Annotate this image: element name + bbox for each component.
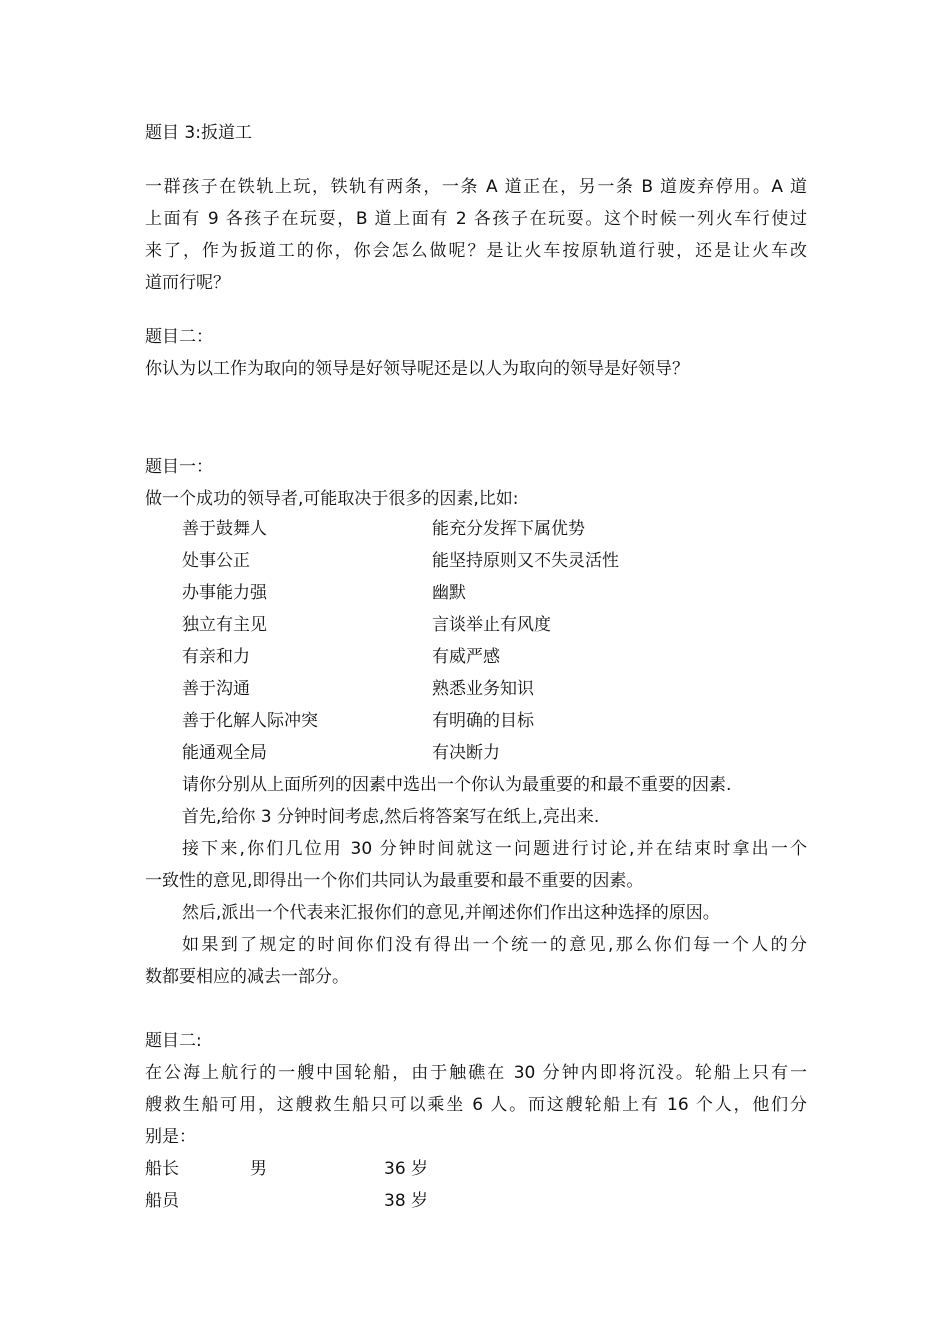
factor-right-4: 言谈举止有风度 [432,615,551,635]
section1-line-3: 来了，作为扳道工的你，你会怎么做呢？是让火车按原轨道行驶，还是让火车改 [145,241,807,261]
factor-right-5: 有威严感 [432,647,500,667]
crew-role-1: 船长 [145,1159,179,1179]
instruction-2: 首先,给你 3 分钟时间考虑,然后将答案写在纸上,亮出来. [182,807,600,827]
section1-line-2: 上面有 9 各孩子在玩耍，B 道上面有 2 各孩子在玩耍。这个时候一列火车行使过 [145,209,807,229]
section4-line-3: 别是： [145,1127,196,1147]
factor-left-8: 能通观全局 [182,743,267,763]
factor-right-7: 有明确的目标 [432,711,534,731]
factor-left-7: 善于化解人际冲突 [182,711,318,731]
section4-line-2: 艘救生船可用，这艘救生船只可以乘坐 6 人。而这艘轮船上有 16 个人，他们分 [145,1095,807,1115]
factor-right-1: 能充分发挥下属优势 [432,519,585,539]
factor-right-2: 能坚持原则又不失灵活性 [432,551,619,571]
section4-line-1: 在公海上航行的一艘中国轮船，由于触礁在 30 分钟内即将沉没。轮船上只有一 [145,1063,807,1083]
factor-right-6: 熟悉业务知识 [432,679,534,699]
crew-role-2: 船员 [145,1191,179,1211]
instruction-1: 请你分别从上面所列的因素中选出一个你认为最重要的和最不重要的因素. [182,775,732,795]
factor-right-3: 幽默 [432,583,466,603]
instruction-5a: 如果到了规定的时间你们没有得出一个统一的意见,那么你们每一个人的分 [182,935,807,955]
section4-title: 题目二: [145,1031,202,1051]
instruction-5b: 数都要相应的减去一部分。 [145,967,349,987]
instruction-3a: 接下来,你们几位用 30 分钟时间就这一问题进行讨论,并在结束时拿出一个 [182,839,807,859]
crew-age-1: 36 岁 [384,1159,429,1179]
factor-left-1: 善于鼓舞人 [182,519,267,539]
factor-left-4: 独立有主见 [182,615,267,635]
section2-title: 题目二： [145,327,213,347]
crew-age-2: 38 岁 [384,1191,429,1211]
instruction-4: 然后,派出一个代表来汇报你们的意见,并阐述你们作出这种选择的原因。 [182,903,720,923]
factor-left-3: 办事能力强 [182,583,267,603]
section3-title: 题目一： [145,457,213,477]
section1-line-1: 一群孩子在铁轨上玩，铁轨有两条，一条 A 道正在，另一条 B 道废弃停用。A 道 [145,177,807,197]
instruction-3b: 一致性的意见,即得出一个你们共同认为最重要和最不重要的因素。 [145,871,644,891]
factor-right-8: 有决断力 [432,743,500,763]
factor-left-6: 善于沟通 [182,679,250,699]
section2-line: 你认为以工作为取向的领导是好领导呢还是以人为取向的领导是好领导？ [145,359,689,379]
section1-line-4: 道而行呢？ [145,273,230,293]
crew-sex-1: 男 [250,1159,267,1179]
factor-left-2: 处事公正 [182,551,250,571]
factor-left-5: 有亲和力 [182,647,250,667]
section3-intro: 做一个成功的领导者,可能取决于很多的因素,比如: [145,489,519,509]
section1-title: 题目 3:扳道工 [145,123,252,143]
